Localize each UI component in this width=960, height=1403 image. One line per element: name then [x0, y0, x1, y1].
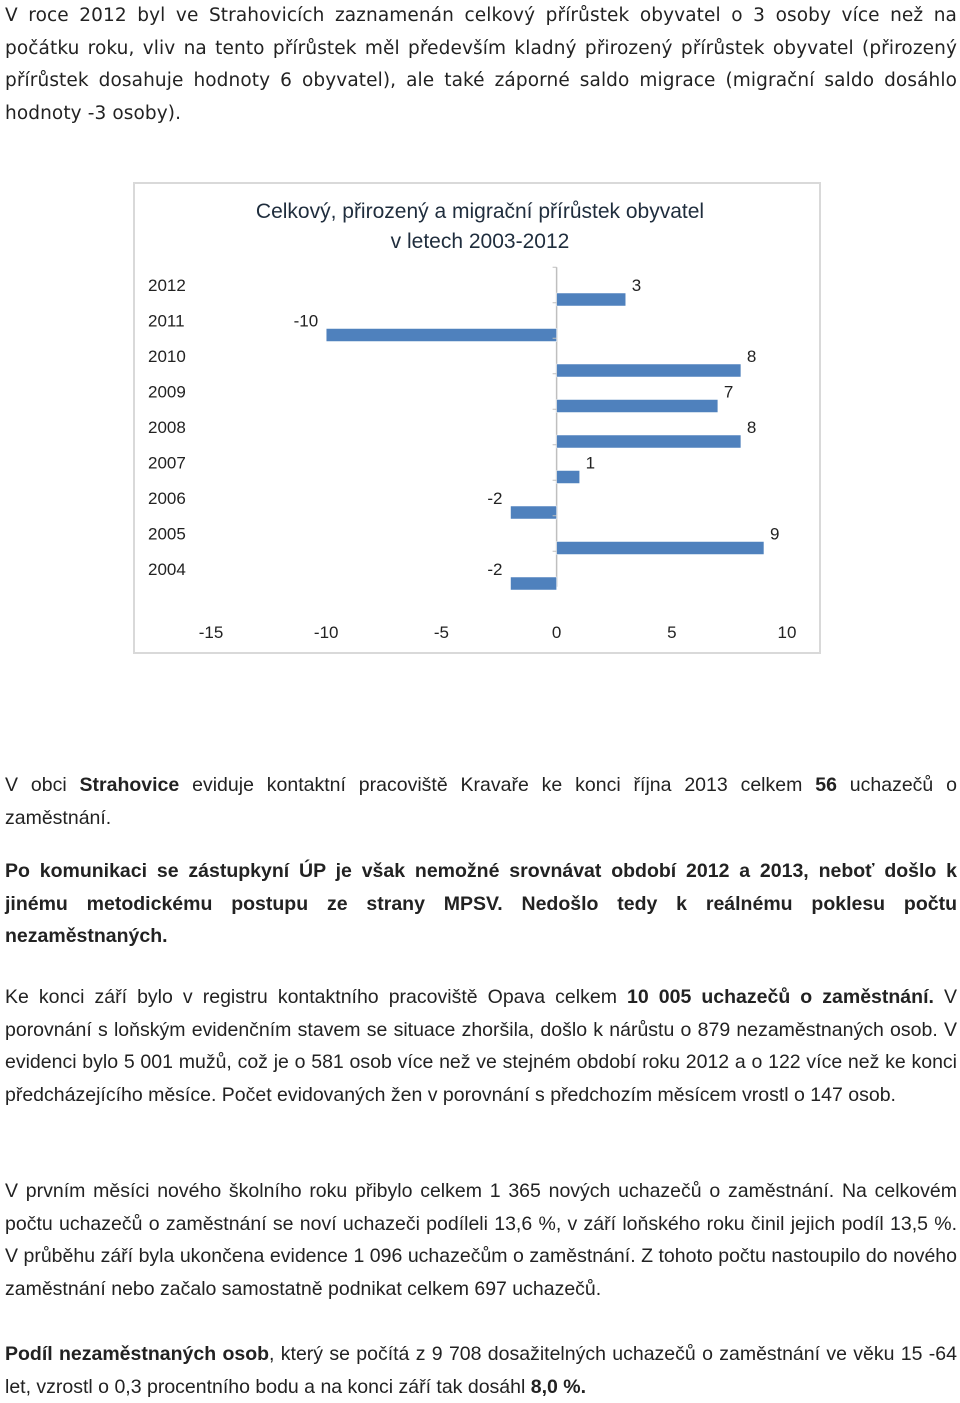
chart-bar-2004: [511, 577, 557, 590]
paragraph-strahovice: [5, 769, 957, 834]
chart-category-label: 2008: [148, 418, 186, 437]
chart-title-line1: Celkový, přirozený a migrační přírůstek obyvatel: [255, 200, 705, 223]
chart-bar-2008: [557, 435, 741, 448]
para1-text1: V obci: [5, 774, 80, 796]
chart-x-tick-label: -15: [198, 623, 224, 642]
chart-title: [0, 197, 960, 257]
chart-data-label-2004: -2: [487, 560, 503, 579]
chart-data-label-2006: -2: [487, 489, 503, 508]
paragraph-opava: [5, 981, 957, 1111]
chart-bar-2009: [557, 400, 718, 413]
chart-data-label-2009: 7: [723, 382, 734, 402]
para1-bold1: Strahovice: [79, 774, 180, 796]
chart-x-tick-label: -10: [313, 623, 339, 642]
paragraph-new-applicants: V prvním měsíci nového školního roku přibylo celkem 1 365 nových uchazečů o zaměstnání. Na celkovém počtu uchazečů o zaměstnání se noví uchazeči podíleli 13,6 %, v září loňského roku činil jejich podíl 13,5 %. V průběhu září byla ukončena evidence 1 096 uchazečům o zaměstnání. Z tohoto počtu nastoupilo do nového zaměstnání nebo začalo samostatně podnikat celkem 697 uchazečů.: [5, 1180, 957, 1300]
chart-title-line2: v letech 2003-2012: [390, 230, 570, 253]
para3-text2: V porovnání s loňským evidenčním stavem se situace zhoršila, došlo k nárůstu o 879 nezaměstnaných osob. V evidenci bylo 5 001 mužů, což je o 581 osob více než ve stejném období roku 2012 a o 122 více než ke konci předcházejícího měsíce. Počet evidovaných žen v porovnání s předchozím měsícem vrostl o 147 osob.: [5, 986, 957, 1106]
chart-bar-2010: [557, 364, 741, 377]
chart-category-label: 2009: [148, 382, 186, 402]
para3-text1: Ke konci září bylo v registru kontaktního pracoviště Opava celkem: [5, 986, 628, 1008]
chart-x-tick-label: 0: [551, 623, 562, 642]
chart-category-label: 2007: [148, 453, 186, 473]
chart-x-tick-label: -5: [433, 623, 449, 642]
para3-bold1: 10 005 uchazečů o zaměstnání.: [627, 986, 934, 1008]
chart-category-label: 2004: [148, 560, 186, 579]
paragraph-unemployment-rate: [5, 1338, 957, 1403]
chart-data-label-2005: 9: [769, 524, 780, 544]
chart-data-label-2012: 3: [631, 276, 642, 295]
chart-category-label: 2005: [148, 524, 186, 544]
para1-text3: uchazečů o zaměstnání.: [5, 774, 957, 829]
paragraph-up-note: Po komunikaci se zástupkyní ÚP je však nemožné srovnávat období 2012 a 2013, neboť došlo k jinému metodickému postupu ze strany MPSV. Nedošlo tedy k reálnému poklesu počtu nezaměstnaných.: [5, 860, 957, 947]
chart-bar-2011: [326, 329, 556, 342]
chart-data-label-2010: 8: [746, 347, 757, 366]
chart-bar-2012: [557, 293, 626, 306]
para5-bold1: Podíl nezaměstnaných osob: [5, 1343, 270, 1365]
chart-x-tick-label: 10: [777, 623, 797, 642]
chart-data-label-2011: -10: [293, 311, 319, 331]
intro-paragraph: V roce 2012 byl ve Strahovicích zaznamenán celkový přírůstek obyvatel o 3 osoby více než na počátku roku, vliv na tento přírůstek měl především kladný přirozený přírůstek obyvatel (přirozený přírůstek dosahuje hodnoty 6 obyvatel), ale také záporné saldo migrace (migrační saldo dosáhlo hodnoty -3 osoby).: [5, 5, 957, 124]
chart-bar-2005: [557, 542, 764, 555]
para1-bold2: 56: [815, 774, 837, 796]
para5-text1: , který se počítá z 9 708 dosažitelných uchazečů o zaměstnání ve věku 15 -64 let, vzrostl o 0,3 procentního bodu a na konci září tak dosáhl: [5, 1343, 957, 1398]
chart-category-label: 2010: [148, 347, 186, 366]
chart-category-label: 2012: [148, 276, 186, 295]
chart-category-label: 2011: [148, 311, 185, 331]
chart-x-tick-label: 5: [667, 623, 677, 642]
chart-bar-2007: [557, 471, 580, 484]
chart-data-label-2008: 8: [746, 418, 757, 437]
para5-bold2: 8,0 %.: [530, 1375, 587, 1398]
para1-text2: eviduje kontaktní pracoviště Kravaře ke konci října 2013 celkem: [179, 774, 816, 796]
chart-bar-2006: [511, 506, 557, 519]
chart-data-label-2007: 1: [585, 453, 596, 473]
chart-category-label: 2006: [148, 489, 186, 508]
